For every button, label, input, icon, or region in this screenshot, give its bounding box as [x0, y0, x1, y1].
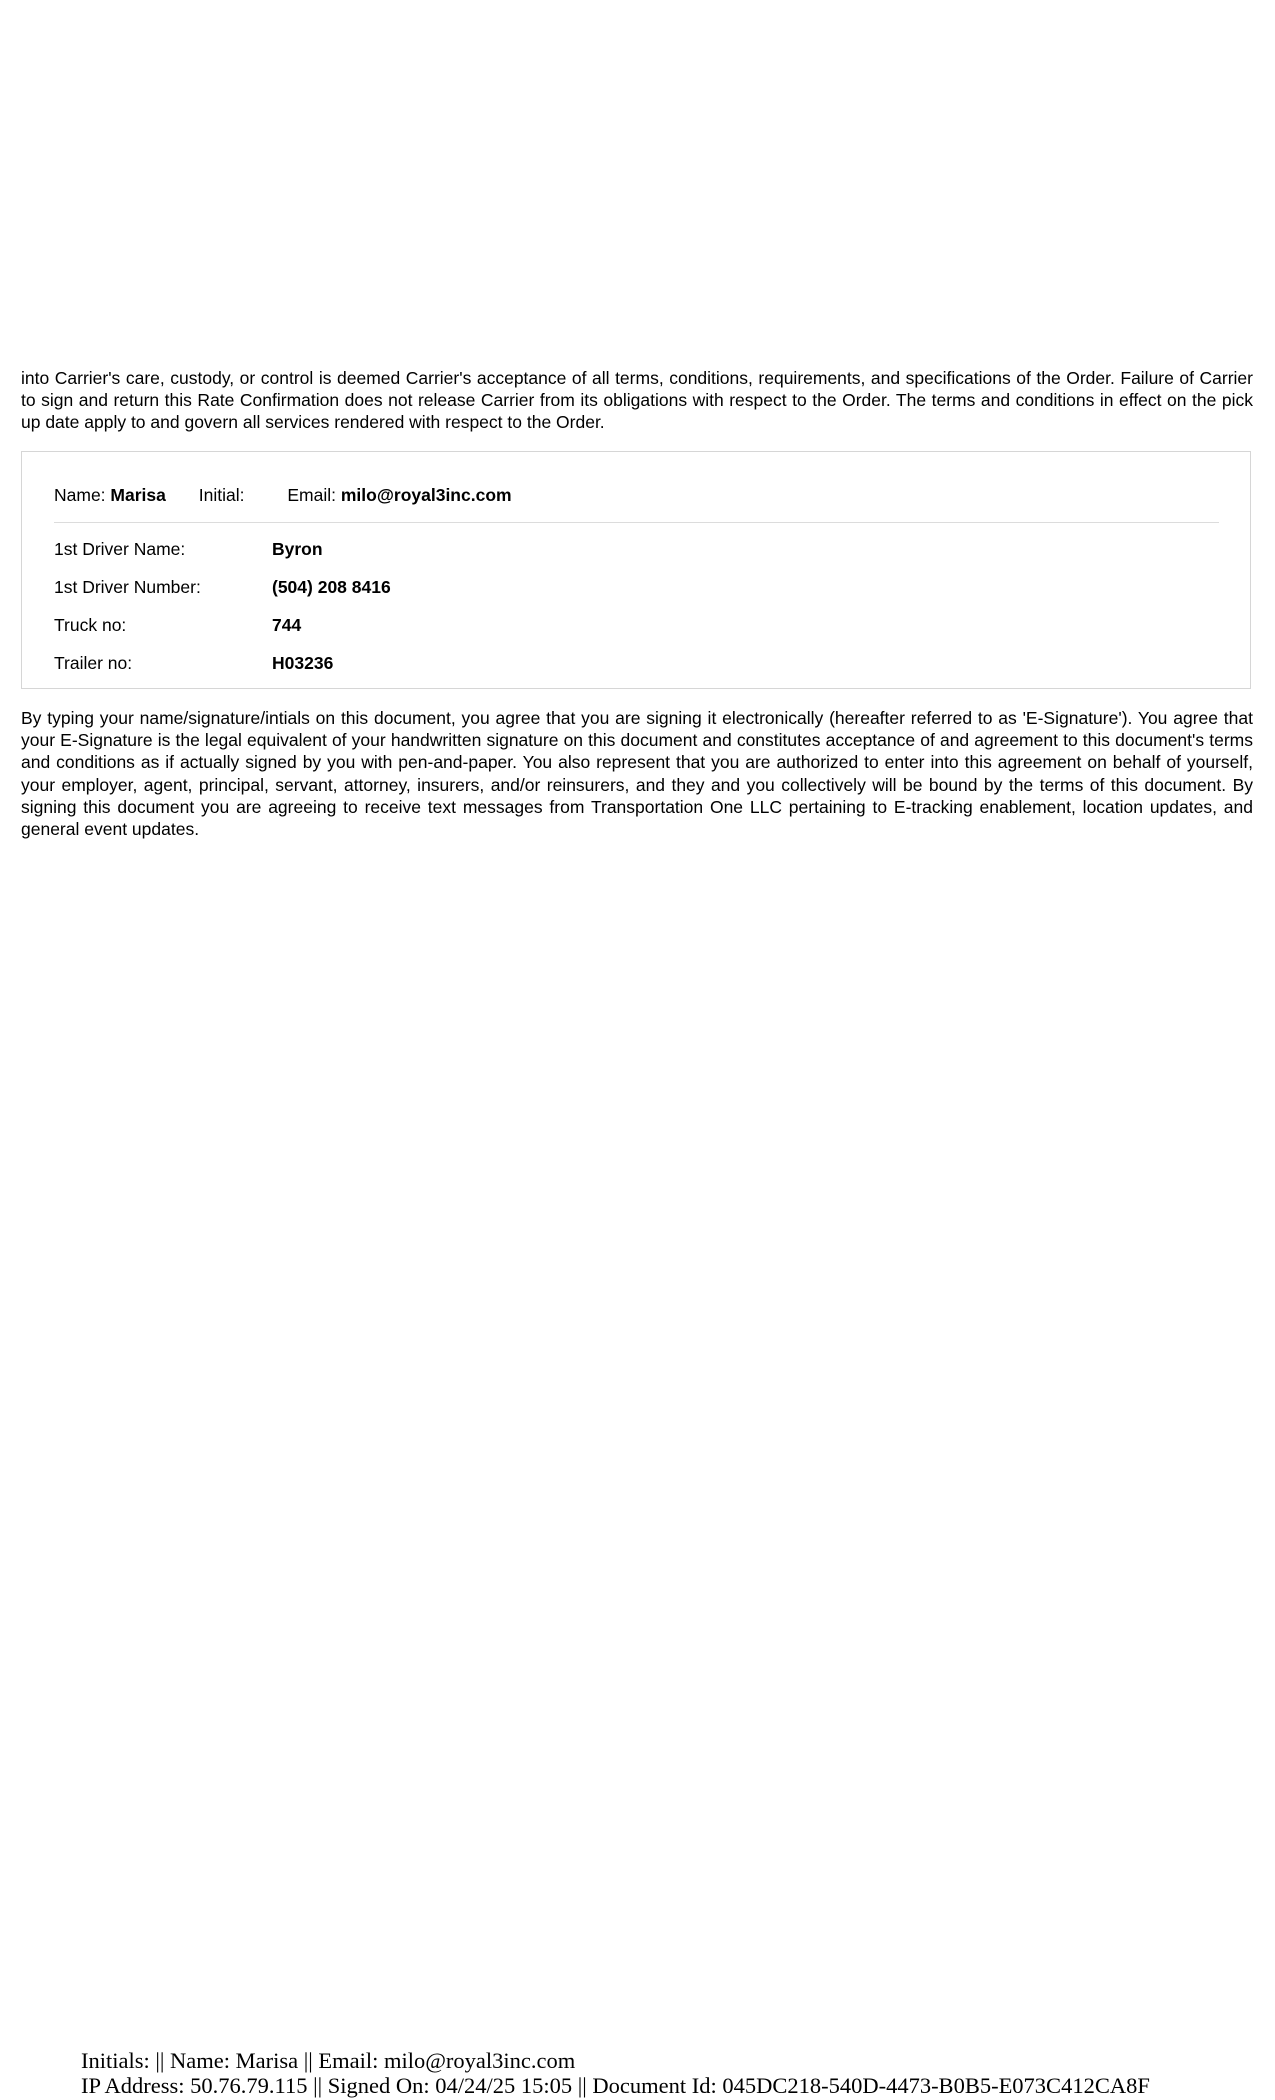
esignature-paragraph: By typing your name/signature/intials on this document, you agree that you are signing it electronically (hereafter referred to as 'E-Signature'). You agree that your E-Signature is the legal equivalent of your handwritten signature on this document and constitutes acceptance of and agreement to this document's terms and conditions as if actually signed by you with pen-and-paper. You also represent that you are authorized to enter into this agreement on behalf of yourself, your employer, agent, principal, servant, attorney, insurers, and/or reinsurers, and they and you collectively will be bound by the terms of this document. By signing this document you are agreeing to receive text messages from Transportation One LLC pertaining to E-tracking enablement, location updates, and general event updates. — [21, 708, 1253, 840]
detail-row-trailer-no — [54, 652, 333, 674]
detail-value: Byron — [272, 539, 323, 559]
terms-paragraph: into Carrier's care, custody, or control is deemed Carrier's acceptance of all terms, conditions, requirements, and specifications of the Order. Failure of Carrier to sign and return this Rate Confirmation does not release Carrier from its obligations with respect to the Order. The terms and conditions in effect on the pick up date apply to and govern all services rendered with respect to the Order. — [21, 368, 1253, 433]
signer-email-label: Email: — [287, 485, 336, 505]
detail-value: 744 — [272, 615, 302, 635]
detail-label: Truck no: — [54, 615, 127, 635]
signature-box — [21, 451, 1251, 689]
detail-value: (504) 208 8416 — [272, 577, 391, 597]
detail-value: H03236 — [272, 653, 334, 673]
signer-email — [287, 484, 511, 506]
footer-line-signer: Initials: || Name: Marisa || Email: milo@royal3inc.com — [81, 2048, 576, 2073]
signer-name — [54, 484, 166, 506]
signer-info-row — [54, 484, 512, 506]
detail-row-driver-number — [54, 576, 391, 598]
signer-initial-label: Initial: — [198, 485, 245, 505]
detail-label: 1st Driver Name: — [54, 539, 186, 559]
signature-footer — [81, 2049, 1150, 2098]
detail-label: Trailer no: — [54, 653, 133, 673]
signer-email-value: milo@royal3inc.com — [340, 485, 512, 505]
detail-label: 1st Driver Number: — [54, 577, 201, 597]
signer-name-label: Name: — [54, 485, 106, 505]
detail-row-driver-name — [54, 538, 323, 560]
detail-row-truck-no — [54, 614, 301, 636]
signer-initial — [199, 484, 245, 506]
divider — [54, 522, 1219, 523]
signer-name-value: Marisa — [110, 485, 166, 505]
footer-line-audit: IP Address: 50.76.79.115 || Signed On: 04/24/25 15:05 || Document Id: 045DC218-540D-4473-B0B5-E073C412CA8F — [81, 2072, 1150, 2098]
